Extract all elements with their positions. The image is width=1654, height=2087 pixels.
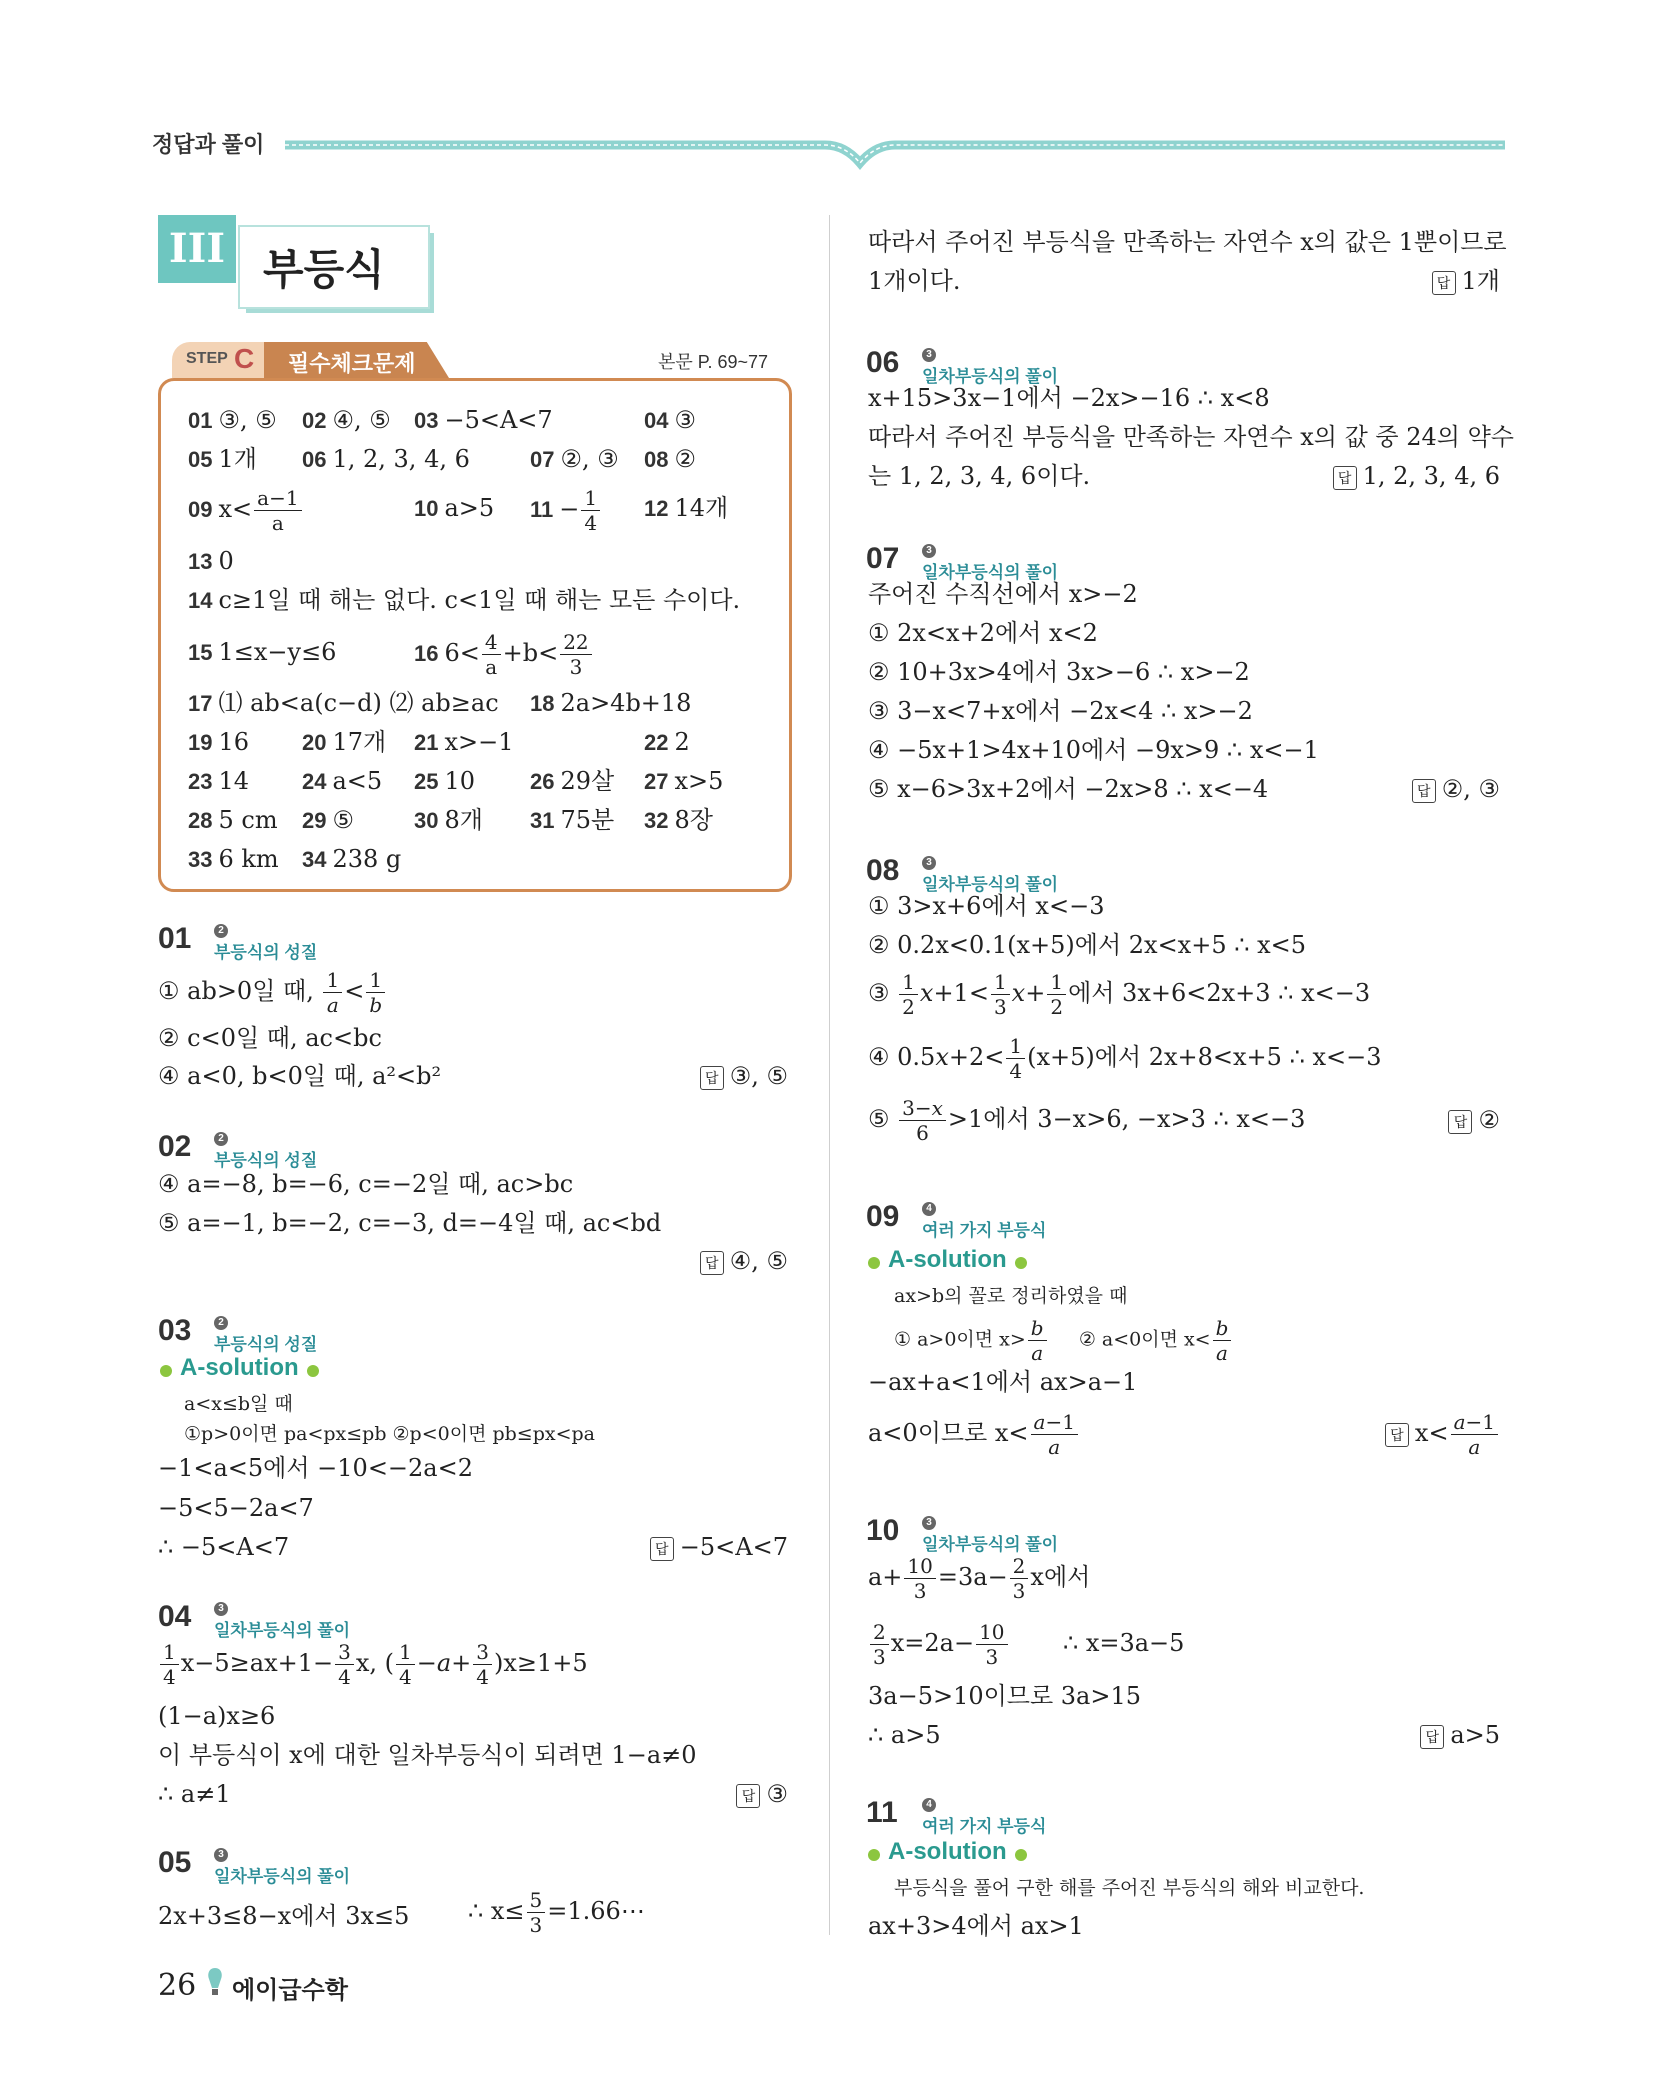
solution-line: $\frac{2}{3}$ x=2a− $\frac{10}{3}$ ∴ x=3a−5 xyxy=(868,1622,1184,1667)
answer-item-value: x>5 xyxy=(674,767,724,795)
answer-summary-item: 11 − $\frac{1}{4}$ xyxy=(530,488,602,533)
chapter-numeral: III xyxy=(158,215,236,283)
solution-line: ⑤ a=−1, b=−2, c=−3, d=−4일 때, ac<bd xyxy=(158,1209,662,1237)
answer-summary-item xyxy=(414,400,553,441)
answer-item-value: x>−1 xyxy=(444,728,514,756)
solution-line: ⑤ $\frac{3-x}{6}$ >1에서 3−x>6, −x>3 ∴ x<−3 xyxy=(868,1096,1306,1145)
answer-summary-item xyxy=(188,800,278,841)
answer-item-number: 20 xyxy=(302,730,327,755)
solution-line: a+ $\frac{10}{3}$ =3a− $\frac{2}{3}$ x에서 xyxy=(868,1554,1091,1603)
a-solution-heading: A-solution xyxy=(860,1838,1035,1866)
step-label: STEP xyxy=(186,350,228,367)
answer-summary-item xyxy=(188,580,740,621)
solution-line: (1−a)x≥6 xyxy=(158,1702,276,1730)
answer-summary-item xyxy=(530,683,691,724)
solution-line: ③ 3−x<7+x에서 −2x<4 ∴ x>−2 xyxy=(868,697,1253,725)
a-solution-line: ① a>0이면 x> $\frac{b}{a}$ ② a<0이면 x< $\frac{b}{a}$ xyxy=(894,1318,1233,1363)
solution-line: ① 3>x+6에서 x<−3 xyxy=(868,892,1105,920)
a-solution-heading: A-solution xyxy=(152,1354,327,1382)
question-number: 10 xyxy=(866,1514,900,1547)
topic-label: 4 여러 가지 부등식 xyxy=(922,1799,1047,1836)
answer-item-number: 05 xyxy=(188,447,213,472)
solution-line: 이 부등식이 x에 대한 일차부등식이 되려면 1−a≠0 xyxy=(158,1741,697,1769)
answer-item-value: ③, ⑤ xyxy=(218,406,277,434)
topic-label: 3 일차부등식의 풀이 xyxy=(214,1849,351,1886)
answer-item-value: 2a>4b+18 xyxy=(560,689,692,717)
page-header-title: 정답과 풀이 xyxy=(152,132,265,157)
topic-label: 2 부등식의 성질 xyxy=(214,925,318,962)
answer-summary-item xyxy=(188,541,234,582)
solution-line: ∴ a>5 xyxy=(868,1721,941,1749)
topic-label: 3 일차부등식의 풀이 xyxy=(922,545,1059,582)
question-number: 04 xyxy=(158,1600,192,1633)
solution-line: ① ab>0일 때, $\frac{1}{a}$ < $\frac{1}{b}$ xyxy=(158,970,387,1015)
answer-item-value: 1, 2, 3, 4, 6 xyxy=(332,445,470,473)
answer-summary-item: 09 x< $\frac{a-1}{a}$ xyxy=(188,488,304,533)
answer-item-value: 29살 xyxy=(560,767,615,795)
step-page-ref: 본문 P. 69~77 xyxy=(658,352,769,372)
step-tab xyxy=(172,342,462,378)
answer-item-number: 32 xyxy=(644,808,669,833)
answer-item-value: ⑤ xyxy=(332,806,354,834)
answer-mark: 답 ② xyxy=(1448,1100,1500,1140)
topic-label: 2 부등식의 성질 xyxy=(214,1317,318,1354)
answer-item-number: 22 xyxy=(644,730,669,755)
answer-item-number: 25 xyxy=(414,769,439,794)
solution-line: 따라서 주어진 부등식을 만족하는 자연수 x의 값 중 24의 약수 xyxy=(868,423,1514,451)
a-solution-line: ax>b의 꼴로 정리하였을 때 xyxy=(894,1285,1128,1307)
answer-item-value: ③ xyxy=(674,406,696,434)
answer-item-value: ④, ⑤ xyxy=(332,406,391,434)
answer-item-number: 12 xyxy=(644,496,669,521)
solution-line: 따라서 주어진 부등식을 만족하는 자연수 x의 값은 1뿐이므로 xyxy=(868,228,1507,256)
answer-item-number: 17 xyxy=(188,691,213,716)
answer-mark: 답 ③, ⑤ xyxy=(700,1056,788,1096)
chapter-banner xyxy=(158,215,428,315)
answer-summary-item xyxy=(302,439,470,480)
solution-line: ① 2x<x+2에서 x<2 xyxy=(868,619,1098,647)
answer-item-value: 238 g xyxy=(332,845,402,873)
topic-label: 2 부등식의 성질 xyxy=(214,1133,318,1170)
answer-item-value: 14 xyxy=(218,767,250,795)
answer-summary-item xyxy=(188,839,279,880)
column-divider xyxy=(829,215,830,1935)
question-number: 08 xyxy=(866,854,900,887)
a-solution-line: a<x≤b일 때 xyxy=(184,1393,293,1415)
step-letter: C xyxy=(234,343,255,374)
answer-item-number: 06 xyxy=(302,447,327,472)
solution-line: ∴ a≠1 xyxy=(158,1780,231,1808)
answer-item-value: −5<A<7 xyxy=(444,406,553,434)
answer-item-value: a>5 xyxy=(444,494,495,522)
answer-summary-item xyxy=(302,839,401,880)
answer-item-number: 23 xyxy=(188,769,213,794)
solution-line: ⑤ x−6>3x+2에서 −2x>8 ∴ x<−4 xyxy=(868,775,1269,803)
answer-item-number: 03 xyxy=(414,408,439,433)
solution-line: a<0이므로 x< $\frac{a-1}{a}$ xyxy=(868,1412,1080,1457)
solution-line: ② 0.2x<0.1(x+5)에서 2x<x+5 ∴ x<5 xyxy=(868,931,1307,959)
answer-summary-item xyxy=(302,761,382,802)
answer-mark: 답 ④, ⑤ xyxy=(700,1241,788,1281)
answer-summary-item xyxy=(414,488,494,529)
answer-item-value: 6 km xyxy=(218,845,279,873)
answer-item-number: 01 xyxy=(188,408,213,433)
answer-item-number: 07 xyxy=(530,447,555,472)
answer-item-number: 13 xyxy=(188,549,213,574)
answer-summary-item xyxy=(302,800,354,841)
answer-summary-item xyxy=(414,761,475,802)
question-number: 03 xyxy=(158,1314,192,1347)
answer-item-value: 0 xyxy=(218,547,234,575)
a-solution-heading: A-solution xyxy=(860,1246,1035,1274)
solution-line: 3a−5>10이므로 3a>15 xyxy=(868,1682,1142,1710)
answer-item-number: 18 xyxy=(530,691,555,716)
answer-item-number: 27 xyxy=(644,769,669,794)
answer-item-number: 08 xyxy=(644,447,669,472)
a-solution-line: 부등식을 풀어 구한 해를 주어진 부등식의 해와 비교한다. xyxy=(894,1877,1365,1899)
answer-summary-item xyxy=(188,400,277,441)
answer-item-number: 28 xyxy=(188,808,213,833)
answer-summary-item xyxy=(188,761,249,802)
answer-item-number: 33 xyxy=(188,847,213,872)
answer-item-number: 16 xyxy=(414,641,439,666)
answer-mark: 답 ③ xyxy=(736,1774,788,1814)
topic-label: 3 일차부등식의 풀이 xyxy=(922,857,1059,894)
solution-line: −1<a<5에서 −10<−2a<2 xyxy=(158,1454,473,1482)
answer-item-number: 19 xyxy=(188,730,213,755)
solution-line: $\frac{1}{4}$ x−5≥ax+1− $\frac{3}{4}$ x, ( $\frac{1}{4}$ −a+ $\frac{3}{4}$ )x≥1+5 xyxy=(158,1642,588,1687)
solution-line: ax+3>4에서 ax>1 xyxy=(868,1912,1084,1940)
answer-item-value: x< xyxy=(218,495,253,523)
answer-item-number: 04 xyxy=(644,408,669,433)
answer-item-value: 17개 xyxy=(332,728,387,756)
answer-summary-item xyxy=(188,439,257,480)
answer-item-value: ②, ③ xyxy=(560,445,619,473)
solution-line: 주어진 수직선에서 x>−2 xyxy=(868,580,1138,608)
question-number: 05 xyxy=(158,1846,192,1879)
answer-item-value: 1개 xyxy=(218,445,257,473)
answer-item-value: 6< xyxy=(444,639,480,667)
question-number: 06 xyxy=(866,346,900,379)
answer-item-value: 5 cm xyxy=(218,806,278,834)
answer-item-number: 02 xyxy=(302,408,327,433)
answer-item-value: 8개 xyxy=(444,806,483,834)
answer-item-number: 31 xyxy=(530,808,555,833)
brand-logo: 에이급수학 xyxy=(232,1977,348,2004)
answer-summary-item xyxy=(530,439,619,480)
answer-summary-item xyxy=(414,722,514,763)
answer-item-number: 21 xyxy=(414,730,439,755)
answer-mark: 답 1, 2, 3, 4, 6 xyxy=(1333,456,1500,496)
solution-line: ② 10+3x>4에서 3x>−6 ∴ x>−2 xyxy=(868,658,1250,686)
answer-item-number: 11 xyxy=(530,497,554,522)
question-number: 01 xyxy=(158,922,192,955)
answer-summary-item xyxy=(302,722,386,763)
answer-item-number: 30 xyxy=(414,808,439,833)
answer-summary-item xyxy=(644,722,690,763)
answer-item-number: 09 xyxy=(188,497,213,522)
answer-item-number: 29 xyxy=(302,808,327,833)
solution-line: x+15>3x−1에서 −2x>−16 ∴ x<8 xyxy=(868,384,1270,412)
topic-label: 3 일차부등식의 풀이 xyxy=(922,349,1059,386)
solution-line: ③ $\frac{1}{2}$ x+1< $\frac{1}{3}$ x+ $\frac{1}{2}$ 에서 3x+6<2x+3 ∴ x<−3 xyxy=(868,970,1371,1019)
answer-item-value: 14개 xyxy=(674,494,729,522)
answer-item-value: c≥1일 때 해는 없다. c<1일 때 해는 모든 수이다. xyxy=(218,586,741,614)
answer-item-value: − xyxy=(559,495,580,523)
question-number: 09 xyxy=(866,1200,900,1233)
answer-item-number: 15 xyxy=(188,640,213,665)
question-number: 07 xyxy=(866,542,900,575)
answer-summary-item xyxy=(530,761,614,802)
answer-item-value: 10 xyxy=(444,767,476,795)
answer-summary-item xyxy=(644,761,723,802)
solution-line: ∴ x≤ $\frac{5}{3}$ =1.66⋯ xyxy=(468,1888,645,1937)
solution-line: 1개이다. xyxy=(868,267,961,295)
a-solution-line: ①p>0이면 pa<px≤pb ②p<0이면 pb≤px<pa xyxy=(184,1423,596,1445)
answer-summary-item xyxy=(302,400,391,441)
answer-item-number: 14 xyxy=(188,588,213,613)
answer-item-value: 2 xyxy=(674,728,690,756)
answer-item-value: 75분 xyxy=(560,806,615,834)
answer-item-value: a<5 xyxy=(332,767,383,795)
answer-mark: 답 1개 xyxy=(1432,261,1500,301)
solution-line: −5<5−2a<7 xyxy=(158,1494,314,1522)
solution-line: ∴ −5<A<7 xyxy=(158,1533,290,1561)
answer-mark: 답 x< $\frac{a-1}{a}$ xyxy=(1385,1412,1500,1457)
solution-line: ④ a=−8, b=−6, c=−2일 때, ac>bc xyxy=(158,1170,574,1198)
answer-summary-item xyxy=(530,800,614,841)
answer-summary-item xyxy=(644,439,696,480)
page-number: 26 xyxy=(158,1968,197,2003)
step-title: 필수체크문제 xyxy=(288,351,416,376)
answer-item-value: 16 xyxy=(218,728,250,756)
solution-line: ② c<0일 때, ac<bc xyxy=(158,1024,382,1052)
topic-label: 3 일차부등식의 풀이 xyxy=(922,1517,1059,1554)
answer-mark: 답 −5<A<7 xyxy=(650,1527,788,1567)
answer-item-number: 26 xyxy=(530,769,555,794)
solution-line: ④ 0.5x+2< $\frac{1}{4}$ (x+5)에서 2x+8<x+5 ∴ x<−3 xyxy=(868,1034,1382,1083)
solution-line: ④ −5x+1>4x+10에서 −9x>9 ∴ x<−1 xyxy=(868,736,1319,764)
solution-line: 는 1, 2, 3, 4, 6이다. xyxy=(868,462,1091,490)
answer-item-value: 1≤x−y≤6 xyxy=(218,638,337,666)
solution-line: −ax+a<1에서 ax>a−1 xyxy=(868,1368,1138,1396)
answer-summary-item xyxy=(644,800,713,841)
answer-summary-item xyxy=(188,722,249,763)
answer-item-number: 24 xyxy=(302,769,327,794)
solution-line: ④ a<0, b<0일 때, a²<b² xyxy=(158,1062,442,1090)
answer-summary-item xyxy=(188,632,336,673)
answer-item-value: ② xyxy=(674,445,696,473)
answer-mark: 답 ②, ③ xyxy=(1412,769,1500,809)
header-rule xyxy=(285,130,1505,180)
answer-item-number: 34 xyxy=(302,847,327,872)
bulb-icon xyxy=(206,1966,224,1998)
question-number: 02 xyxy=(158,1130,192,1163)
answer-summary-item xyxy=(644,400,696,441)
topic-label: 3 일차부등식의 풀이 xyxy=(214,1603,351,1640)
topic-label: 4 여러 가지 부등식 xyxy=(922,1203,1047,1240)
solution-line: 2x+3≤8−x에서 3x≤5 xyxy=(158,1902,410,1930)
answer-summary-item xyxy=(644,488,728,529)
answer-item-value: ⑴ ab<a(c−d) ⑵ ab≥ac xyxy=(218,689,499,717)
answer-item-number: 10 xyxy=(414,496,439,521)
answer-summary-item: 16 6< $\frac{4}{a}$ +b< $\frac{22}{3}$ xyxy=(414,632,594,677)
chapter-title: 부등식 xyxy=(263,246,385,293)
answer-item-value: 8장 xyxy=(674,806,713,834)
answer-summary-item xyxy=(188,683,499,724)
answer-summary-item xyxy=(414,800,483,841)
answer-mark: 답 a>5 xyxy=(1420,1715,1500,1755)
question-number: 11 xyxy=(866,1796,898,1829)
